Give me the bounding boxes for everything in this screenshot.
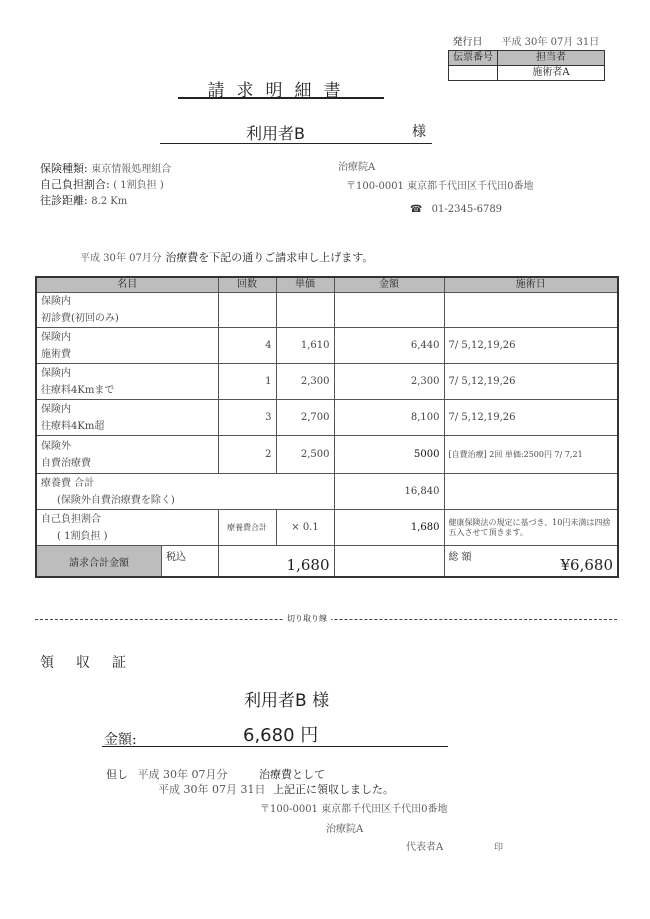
row-dates: [自費治療] 2回 単価:2500円 7/ 7,21 xyxy=(444,436,618,474)
subtotal-row xyxy=(36,474,618,510)
receipt-representative: 代表者A xyxy=(406,842,444,853)
row-item: 往療料4Kmまで xyxy=(41,384,115,396)
clinic-phone: ☎ 01-2345-6789 xyxy=(410,204,503,215)
receipt-title: 領収証 xyxy=(40,655,148,671)
total-row xyxy=(36,546,618,578)
receipt-line-1: 但し 平成 30年 07月分 治療費として xyxy=(106,768,325,781)
telephone-icon: ☎ xyxy=(410,204,423,215)
row-count: 1 xyxy=(218,364,276,400)
staff-label: 担当者 xyxy=(498,51,605,66)
col-header-count: 回数 xyxy=(218,277,276,293)
staff-value: 施術者A xyxy=(498,66,605,81)
receipt-clinic-name: 治療院A xyxy=(326,824,364,835)
row-price xyxy=(276,293,334,328)
row-amount xyxy=(334,293,444,328)
total-amount: 1,680 xyxy=(218,546,334,578)
row-count: 2 xyxy=(218,436,276,474)
subtotal-note: (保険外自費治療費を除く) xyxy=(57,494,175,506)
seal-mark: 印 xyxy=(494,843,504,853)
slip-number-value xyxy=(449,66,498,81)
row-item: 自費治療費 xyxy=(41,457,91,469)
row-category: 保険外 xyxy=(41,440,71,452)
receipt-line-2: 平成 30年 07月 31日 上記正に領収しました。 xyxy=(158,783,394,796)
row-dates: 7/ 5,12,19,26 xyxy=(444,400,618,436)
row-item: 施術費 xyxy=(41,348,71,360)
row-category: 保険内 xyxy=(41,367,71,379)
slip-number-label: 伝票番号 xyxy=(449,51,498,66)
page-title: 請求明細書 xyxy=(207,81,353,101)
receipt-customer-name: 利用者B 様 xyxy=(244,691,330,711)
self-pay-row xyxy=(36,510,618,546)
invoice-detail-table xyxy=(35,276,619,578)
clinic-address: 〒100-0001 東京都千代田区千代田0番地 xyxy=(346,181,534,192)
cut-line-label: 切り取り線 xyxy=(283,613,331,624)
row-count xyxy=(218,293,276,328)
row-category: 保険内 xyxy=(41,296,71,307)
row-price: 2,300 xyxy=(276,364,334,400)
table-row xyxy=(36,293,618,328)
row-amount: 2,300 xyxy=(334,364,444,400)
row-price: 2,700 xyxy=(276,400,334,436)
issue-info-table xyxy=(448,36,605,81)
issue-date-label: 発行日 xyxy=(452,37,483,48)
row-amount: 5000 xyxy=(334,436,444,474)
col-header-price: 単価 xyxy=(276,277,334,293)
self-pay-label: 自己負担割合 xyxy=(41,513,101,525)
self-pay-note: 健康保険法の規定に基づき、10円未満は四捨五入させて頂きます。 xyxy=(444,510,618,546)
subtotal-amount: 16,840 xyxy=(334,474,444,510)
insurance-type: 保険種類: 東京情報処理組合 xyxy=(40,162,172,175)
row-price: 1,610 xyxy=(276,328,334,364)
self-pay-ratio-value: ( 1割負担 ) xyxy=(57,530,108,542)
self-pay-basis: 療養費合計 xyxy=(218,510,276,546)
customer-suffix: 様 xyxy=(412,124,426,140)
visit-distance: 往診距離: 8.2 Km xyxy=(40,194,128,207)
row-count: 4 xyxy=(218,328,276,364)
row-item: 往療料4Km超 xyxy=(41,420,105,432)
grand-total-amount: ¥6,680 xyxy=(560,556,613,574)
row-category: 保険内 xyxy=(41,331,71,343)
row-dates xyxy=(444,293,618,328)
receipt-amount-label: 金額: xyxy=(104,732,137,748)
col-header-dates: 施術日 xyxy=(444,277,618,293)
customer-underline xyxy=(160,143,432,144)
table-row xyxy=(36,400,618,436)
row-amount: 6,440 xyxy=(334,328,444,364)
tax-included-label: 税込 xyxy=(166,552,186,563)
row-item: 初診費(初回のみ) xyxy=(41,313,119,324)
issue-date-value: 平成 30年 07月 31日 xyxy=(501,37,600,48)
table-row xyxy=(36,328,618,364)
row-dates: 7/ 5,12,19,26 xyxy=(444,364,618,400)
clinic-name: 治療院A xyxy=(338,162,376,173)
row-price: 2,500 xyxy=(276,436,334,474)
col-header-item: 名目 xyxy=(36,277,218,293)
self-pay-ratio: 自己負担割合: ( 1割負担 ) xyxy=(40,178,164,191)
receipt-amount-value: 6,680 円 xyxy=(243,725,319,746)
row-category: 保険内 xyxy=(41,403,71,415)
customer-name: 利用者B xyxy=(246,124,305,143)
row-amount: 8,100 xyxy=(334,400,444,436)
receipt-clinic-address: 〒100-0001 東京都千代田区千代田0番地 xyxy=(260,804,448,815)
self-pay-multiplier: × 0.1 xyxy=(276,510,334,546)
self-pay-amount: 1,680 xyxy=(334,510,444,546)
row-dates: 7/ 5,12,19,26 xyxy=(444,328,618,364)
table-row xyxy=(36,436,618,474)
table-row xyxy=(36,364,618,400)
title-underline xyxy=(178,97,384,99)
grand-total-label: 総 額 xyxy=(448,552,472,563)
invoice-intro: 平成 30年 07月分 治療費を下記の通りご請求申し上げます。 xyxy=(80,251,374,264)
subtotal-label: 療養費 合計 xyxy=(41,477,95,489)
receipt-amount-underline xyxy=(102,746,448,747)
total-label: 請求合計金額 xyxy=(37,546,162,576)
row-count: 3 xyxy=(218,400,276,436)
col-header-amount: 金額 xyxy=(334,277,444,293)
